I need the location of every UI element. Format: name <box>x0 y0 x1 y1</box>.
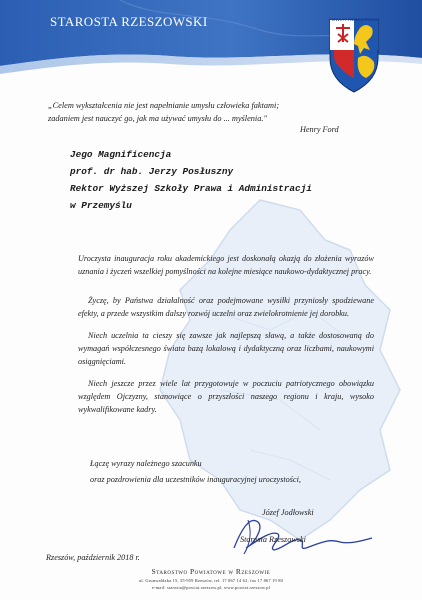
quote-author: Henry Ford <box>300 125 339 134</box>
footer-contact: e-mail: starosta@powiat.rzeszow.pl, www.powiat.rzeszow.pl <box>151 585 271 590</box>
body-paragraph: Życzę, by Państwa działalność oraz podejmowane wysiłki przyniosły spodziewane efekty, a przede wszystkim dalszy rozwój uczelni oraz zwielokrotnienie jej dorobku. <box>78 296 374 318</box>
date-place: Rzeszów, październik 2018 r. <box>46 553 140 562</box>
quote-block <box>48 99 378 125</box>
addressee-block <box>70 146 312 214</box>
closing-line: oraz pozdrowienia dla uczestników inauguracyjnej uroczystości, <box>90 475 301 484</box>
closing-line: Łączę wyrazy należnego szacunku <box>90 459 202 468</box>
closing-block <box>90 456 301 488</box>
office-title: STAROSTA RZESZOWSKI <box>50 14 208 29</box>
letter-body <box>78 252 374 425</box>
signatory-title: Starosta Rzeszowski <box>240 535 306 544</box>
body-paragraph: Niech jeszcze przez wiele lat przygotowuje w poczuciu patriotycznego obowiązku względem Ojczyzny, stanowiące o przyszłości naszego regionu i kraju, wysoko wykwalifikowane kadry. <box>78 379 374 414</box>
quote-line: zadaniem jest nauczyć go, jak ma używać umysłu do ... myślenia." <box>48 114 267 123</box>
quote-line: „Celem wykształcenia nie jest napełnianie umysłu człowieka faktami; <box>48 101 280 110</box>
body-paragraph: Niech uczelnia ta cieszy się zawsze jak najlepszą sławą, a także dostosowaną do wymagań współczesnego świata bazą lokalową i dydaktyczną oraz liczbami, naukowymi osiągnięciami. <box>78 331 374 366</box>
footer-title: Starostwo Powiatowe w Rzeszowie <box>151 567 271 576</box>
addressee-line: w Przemyślu <box>70 200 132 211</box>
coat-of-arms-icon <box>328 14 380 94</box>
body-paragraph: Uroczysta inauguracja roku akademickiego jest doskonałą okazją do złożenia wyrazów uznania i życzeń wszelkiej pomyślności na kolejne miesiące naukowo-dydaktycznej pracy. <box>78 254 374 276</box>
signatory-name: Józef Jodłowski <box>262 508 314 517</box>
coat-label: POWIAT RZESZOWSKI <box>328 17 380 22</box>
footer-address: ul. Grunwaldzka 15, 35-959 Rzeszów, tel. 17 867 14 62, fax 17 867 19 80 <box>138 578 284 583</box>
letter-footer <box>0 567 422 590</box>
addressee-line: Rektor Wyższej Szkoły Prawa i Administracji <box>70 183 312 194</box>
addressee-line: prof. dr hab. Jerzy Posłuszny <box>70 166 234 177</box>
addressee-line: Jego Magnificencja <box>70 149 172 160</box>
